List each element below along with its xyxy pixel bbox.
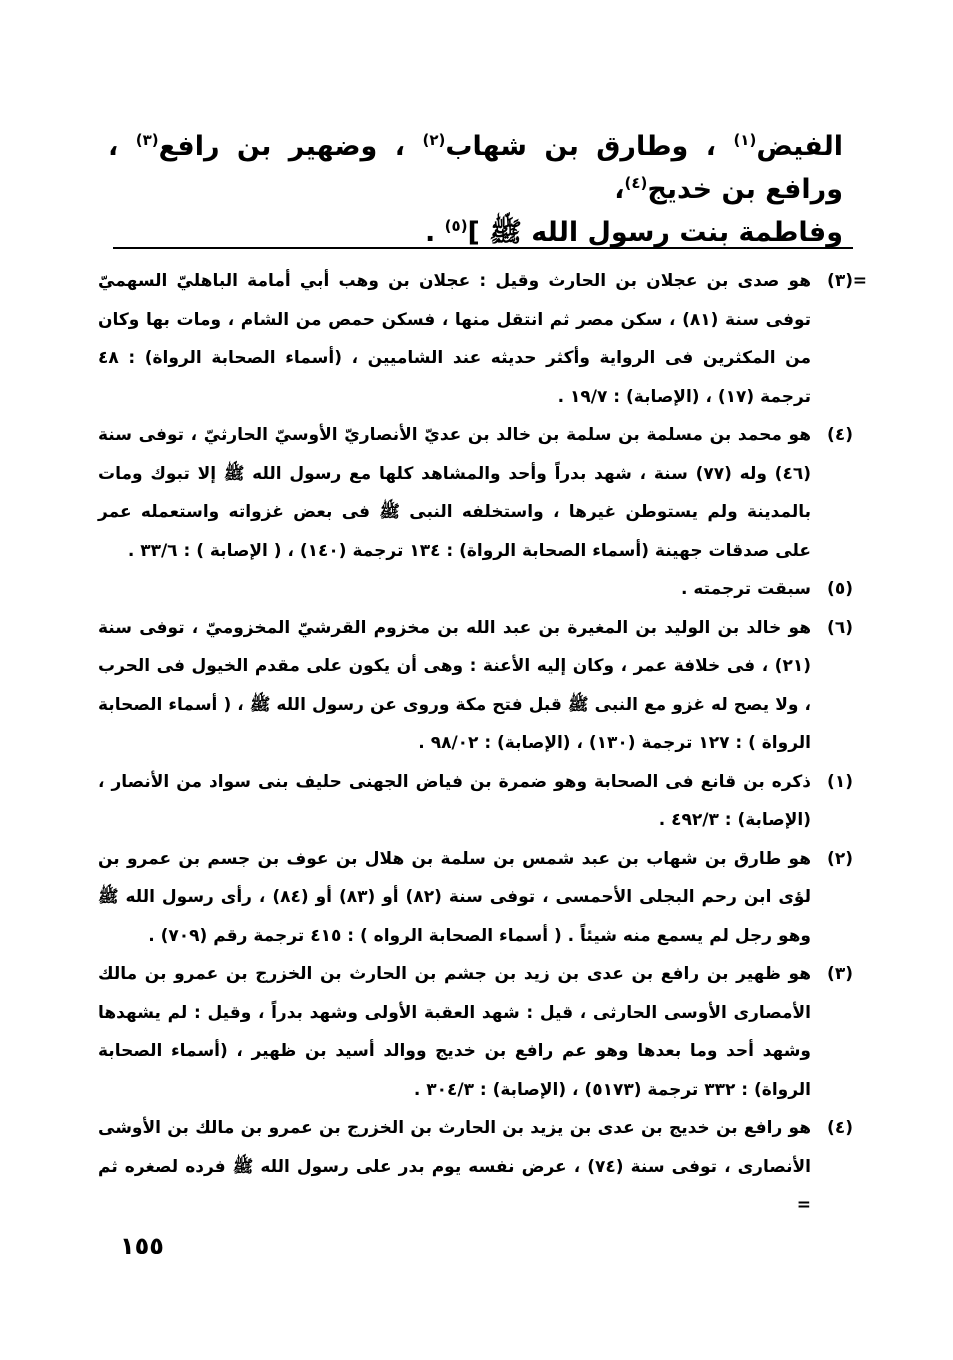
footnote-item: [98, 1109, 853, 1225]
footnote-ref-5[interactable]: (٥): [444, 217, 468, 235]
footnote-text: هو ظهير بن رافع بن عدى بن زيد بن جشم بن الحارث بن الخزرج بن عمرو بن مالك الأمصارى الأوسى الحارثى ، قيل : شهد العقبة الأولى وشهد بدراً ، وقيل : لم يشهدها وشهد أحد وما بعدها وهو عم رافع بن خديج ووالد أسيد بن ظهير ، (أسماء الصحابة الرواة) : ٣٣٢ ترجمة (٥١٧٣) ، (الإصابة) : ٣٠٤/٣ .: [98, 964, 811, 1100]
footnote-text: ذكره بن قانع فى الصحابة وهو ضمرة بن فياض الجهنى حليف بنى سواد من الأنصار ، (الإصابة) : ٤٩٢/٣ .: [98, 771, 811, 830]
footnote-ref-4[interactable]: (٤): [624, 174, 648, 192]
footnote-number: (٥): [827, 579, 853, 599]
footnote-divider: [113, 247, 853, 249]
main-line-2-text: وفاطمة بنت رسول الله ﷺ ]: [467, 217, 843, 248]
footnote-item: [98, 570, 853, 609]
main-line-2-end: .: [425, 217, 445, 248]
main-line-1: [108, 125, 843, 211]
footnote-item: [98, 763, 853, 840]
footnote-item: [98, 840, 853, 956]
footnote-text: هو محمد بن مسلمة بن سلمة بن خالد بن عديّ الأنصاريّ الأوسيّ الحارثيّ ، توفى سنة (٤٦) وله (٧٧) سنة ، شهد بدراً وأحد والمشاهد كلها مع رسول الله ﷺ إلا تبوك ومات بالمدينة ولم يستوطن غيرها ، واستخلفه النبى ﷺ فى بعض غزواته واستعمله عمر على صدقات جهينة (أسماء الصحابة الرواة) : ١٣٤ ترجمة (١٤٠) ، ( الإصابة ) : ٣٣/٦ .: [98, 425, 811, 561]
footnotes-section: [98, 262, 867, 1225]
footnote-number: (٣): [827, 964, 853, 984]
main-line-1-part-c: ، وضهير بن رافع: [158, 131, 423, 162]
page-number: ١٥٥: [120, 1232, 164, 1260]
main-line-1-part-d: ، ورافع بن خديج: [108, 131, 843, 205]
footnote-number: (٣): [827, 271, 853, 291]
footnote-text: هو خالد بن الوليد بن المغيرة بن عبد الله بن مخزوم القرشيّ المخزوميّ ، توفى سنة (٢١) ، فى خلافة عمر ، وكان إليه الأعنة : وهى أن يكون على مقدم الخيول فى الحرب ، ولا يصح له غزو مع النبى ﷺ قبل فتح مكة وروى عن رسول الله ﷺ ، ( أسماء الصحابة الرواة ) : ١٢٧ ترجمة (١٣٠) ، (الإصابة) : ٩٨/٠٢ .: [98, 617, 811, 753]
main-text-block: [108, 125, 843, 254]
footnote-ref-2[interactable]: (٢): [422, 131, 446, 149]
continuation-mark: =: [852, 271, 867, 291]
footnote-number: (٢): [827, 848, 853, 869]
footnote-text: سبقت ترجمته .: [680, 579, 811, 599]
footnote-text: هو صدى بن عجلان بن الحارث وقيل : عجلان بن وهب أبي أمامة الباهليّ السهميّ توفى سنة (٨١) ، سكن مصر ثم انتقل منها ، فسكن حمص من الشام ، ومات بها وكان من المكثرين فى الرواية وأكثر حديثه عند الشاميين ، (أسماء الصحابة الرواة) : ٤٨ ترجمة (١٧) ، (الإصابة) : ١٩/٧ .: [98, 271, 811, 407]
footnote-text: هو طارق بن شهاب بن عبد شمس بن سلمة بن هلال بن عوف بن جسم بن عمرو بن لؤى ابن رحم البجلى الأحمسى ، توفى سنة (٨٢) أو (٨٣) أو (٨٤) ، رأى رسول الله ﷺ وهو رجل لم يسمع منه شيئاً . ( أسماء الصحابة الرواه ) : ٤١٥ ترجمة رقم (٧٠٩) .: [98, 848, 811, 946]
footnote-item: [98, 416, 853, 570]
footnote-item: [98, 262, 867, 416]
footnote-text: هو رافع بن خديج بن عدى بن يزيد بن الحارث بن الخزرج بن عمرو بن مالك بن الأوشى الأنصارى ، توفى سنة (٧٤) ، عرض نفسه يوم بدر على رسول الله ﷺ فرده لصغره ثم =: [98, 1118, 811, 1215]
main-line-1-part-e: ،: [614, 174, 625, 205]
footnote-item: [98, 955, 853, 1109]
footnote-ref-1[interactable]: (١): [733, 131, 757, 149]
footnote-number: (٦): [827, 617, 853, 638]
footnote-ref-3[interactable]: (٣): [135, 131, 159, 149]
main-line-1-part-b: ، وطارق بن شهاب: [445, 131, 734, 162]
footnote-number: (١): [827, 771, 853, 792]
footnote-number: (٤): [827, 1118, 853, 1138]
main-line-1-part-a: الفيض: [756, 131, 843, 162]
footnote-number: (٤): [827, 425, 853, 445]
footnote-item: [98, 609, 853, 763]
